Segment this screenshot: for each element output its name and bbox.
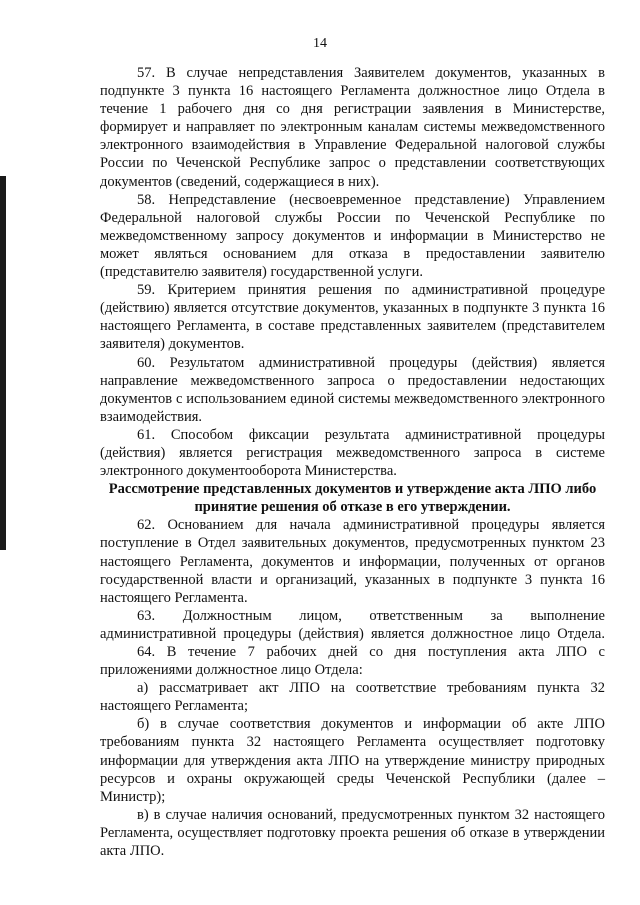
paragraph-58: 58. Непредставление (несвоевременное представление) Управлением Федеральной налоговой службы России по Чеченской Республике по межведомственному запросу документов и информации в Министерство не может являться основанием для отказа в предоставлении заявителю (представителю заявителя) государственной услуги. [100, 191, 605, 281]
paragraph-60: 60. Результатом административной процедуры (действия) является направление межведомственного запроса о предоставлении недостающих документов с использованием единой системы межведомственного электронного взаимодействия. [100, 354, 605, 425]
paragraph-64-c: в) в случае наличия оснований, предусмотренных пунктом 32 настоящего Регламента, осуществляет подготовку проекта решения об отказе в утверждении акта ЛПО. [100, 806, 605, 860]
scan-edge-mark [0, 176, 6, 550]
paragraph-64-b: б) в случае соответствия документов и информации об акте ЛПО требованиям пункта 32 настоящего Регламента осуществляет подготовку информации для утверждения акта ЛПО на утверждение министру природных ресурсов и охраны окружающей среды Чеченской Республики (далее – Министр); [100, 716, 605, 805]
paragraph-64-a: а) рассматривает акт ЛПО на соответствие требованиям пункта 32 настоящего Регламента; [100, 680, 605, 715]
page-number: 14 [313, 36, 327, 51]
paragraph-61: 61. Способом фиксации результата административной процедуры (действия) является регистрация межведомственного запроса в системе электронного документооборота Министерства. [100, 426, 605, 480]
paragraph-64: 64. В течение 7 рабочих дней со дня поступления акта ЛПО с приложениями должностное лицо Отдела: [100, 644, 605, 679]
paragraph-63: 63. Должностным лицом, ответственным за выполнение административной процедуры (действия) является должностное лицо Отдела. [100, 607, 605, 642]
section-heading: Рассмотрение представленных документов и утверждение акта ЛПО либо принятие решения об отказе в его утверждении. [108, 481, 597, 516]
paragraph-57: 57. В случае непредставления Заявителем документов, указанных в подпункте 3 пункта 16 настоящего Регламента должностное лицо Отдела в течение 1 рабочего дня со дня регистрации заявления в Министерстве, формирует и направляет по электронным каналам системы межведомственного электронного взаимодействия в Управление Федеральной налоговой службы России по Чеченской Республике запрос о представлении соответствующих документов (сведений, содержащиеся в них). [100, 65, 605, 190]
paragraph-62: 62. Основанием для начала административной процедуры является поступление в Отдел заявительных документов, предусмотренных пунктом 23 настоящего Регламента, документов и информации, полученных от органов государственной власти и организаций, указанных в подпункте 3 пункта 16 настоящего Регламента. [100, 517, 605, 606]
document-body [100, 64, 605, 860]
paragraph-59: 59. Критерием принятия решения по административной процедуре (действию) является отсутствие документов, указанных в подпункте 3 пункта 16 настоящего Регламента, в составе представленных заявителем (представителем заявителя) документов. [100, 282, 605, 353]
